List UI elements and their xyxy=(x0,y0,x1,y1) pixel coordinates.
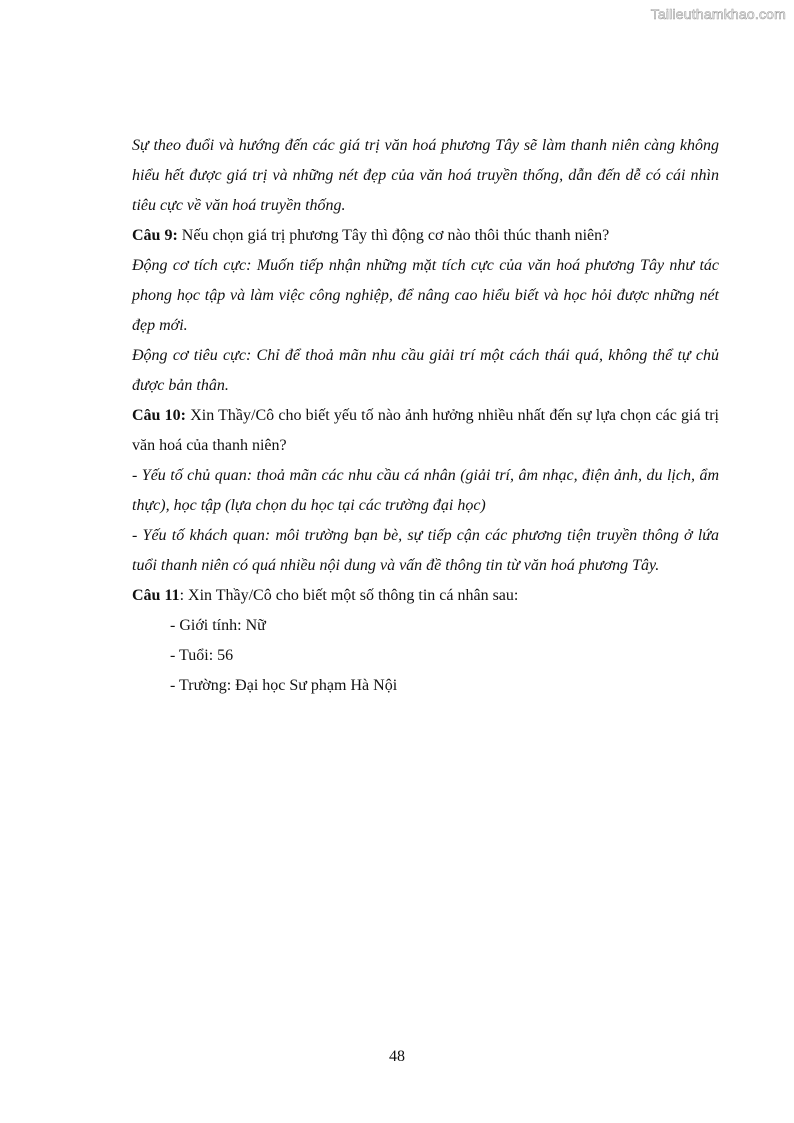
page-number: 48 xyxy=(389,1048,405,1065)
question-10 xyxy=(132,401,719,461)
question-9-label: Câu 9: xyxy=(132,227,178,244)
answer-subjective-factor: - Yếu tố chủ quan: thoả mãn các nhu cầu cá nhân (giải trí, âm nhạc, điện ảnh, du lịch, ẩm thực), học tập (lựa chọn du học tại các trường đại học) xyxy=(132,467,719,514)
info-age: - Tuổi: 56 xyxy=(170,647,234,664)
question-9-text: Nếu chọn giá trị phương Tây thì động cơ nào thôi thúc thanh niên? xyxy=(177,227,610,244)
answer-objective-factor: - Yếu tố khách quan: môi trường bạn bè, sự tiếp cận các phương tiện truyền thông ở lứa tuổi thanh niên có quá nhiều nội dung và vấn đề thông tin từ văn hoá phương Tây. xyxy=(132,527,719,574)
watermark: Tailieuthamkhao.com xyxy=(650,6,786,22)
question-10-text: Xin Thầy/Cô cho biết yếu tố nào ảnh hưởng nhiều nhất đến sự lựa chọn các giá trị văn hoá của thanh niên? xyxy=(132,407,719,454)
info-school: - Trường: Đại học Sư phạm Hà Nội xyxy=(170,677,398,694)
question-9 xyxy=(132,221,719,251)
question-10-label: Câu 10: xyxy=(132,407,186,424)
answer-negative-motive: Động cơ tiêu cực: Chỉ để thoả mãn nhu cầu giải trí một cách thái quá, không thể tự chủ được bản thân. xyxy=(132,347,719,394)
info-gender: - Giới tính: Nữ xyxy=(170,617,266,634)
paragraph-western-values: Sự theo đuổi và hướng đến các giá trị văn hoá phương Tây sẽ làm thanh niên càng không hiểu hết được giá trị và những nét đẹp của văn hoá truyền thống, dẫn đến dễ có cái nhìn tiêu cực về văn hoá truyền thống. xyxy=(132,137,719,214)
question-11 xyxy=(132,581,719,611)
question-11-text: : Xin Thầy/Cô cho biết một số thông tin cá nhân sau: xyxy=(179,587,519,604)
page-content xyxy=(132,131,719,701)
answer-positive-motive: Động cơ tích cực: Muốn tiếp nhận những mặt tích cực của văn hoá phương Tây như tác phong học tập và làm việc công nghiệp, để nâng cao hiểu biết và học hỏi được những nét đẹp mới. xyxy=(132,257,719,334)
question-11-label: Câu 11 xyxy=(132,587,180,604)
